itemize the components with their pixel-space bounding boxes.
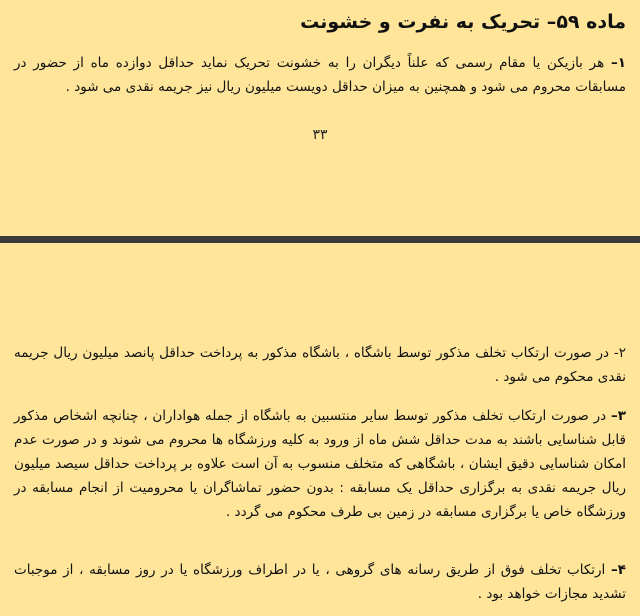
document-page-top [0,0,640,236]
paragraph-3-text: در صورت ارتکاب تخلف مذکور توسط سایر منتسبین به باشگاه از جمله هواداران ، چنانچه اشخاص مذکور قابل شناسایی باشند به مدت حداقل شش ماه از ورود به کلیه ورزشگاه ها محروم می شوند و در صورت عدم امکان شناسایی دقیق ایشان ، باشگاهی که متخلف منسوب به آن است علاوه بر پرداخت حداقل سیصد میلیون ریال جریمه نقدی به برگزاری حداقل یک مسابقه : بدون حضور تماشاگران یا محرومیت از انجام مسابقه در ورزشگاه خاص یا برگزاری مسابقه در زمین بی طرف محکوم می گردد . [14,408,626,520]
page-number: ۳۳ [312,127,328,143]
article-title: ماده ۵۹– تحریک به نفرت و خشونت [300,11,626,33]
paragraph-2 [14,341,626,389]
paragraph-4-number: ۴– [610,562,626,578]
paragraph-1 [14,51,626,99]
paragraph-4 [14,558,626,606]
paragraph-1-text: هر بازیکن یا مقام رسمی که علناً دیگران را به خشونت تحریک نماید حداقل دوازده ماه از حضور در مسابقات محروم می شود و همچنین به میزان حداقل دویست میلیون ریال نیز جریمه نقدی می شود . [14,55,626,95]
page-separator [0,236,640,243]
document-page-bottom [0,243,640,616]
paragraph-1-number: ۱– [611,55,627,71]
paragraph-2-text: در صورت ارتکاب تخلف مذکور توسط باشگاه ، باشگاه مذکور به پرداخت حداقل پانصد میلیون ریال جریمه نقدی محکوم می شود . [14,345,626,385]
paragraph-3-number: ۳– [611,408,626,424]
paragraph-3 [14,404,626,524]
paragraph-4-text: ارتکاب تخلف فوق از طریق رسانه های گروهی ، یا در اطراف ورزشگاه یا در روز مسابقه ، از موجبات تشدید مجازات خواهد بود . [14,562,626,602]
paragraph-2-number: ۲- [613,345,626,361]
